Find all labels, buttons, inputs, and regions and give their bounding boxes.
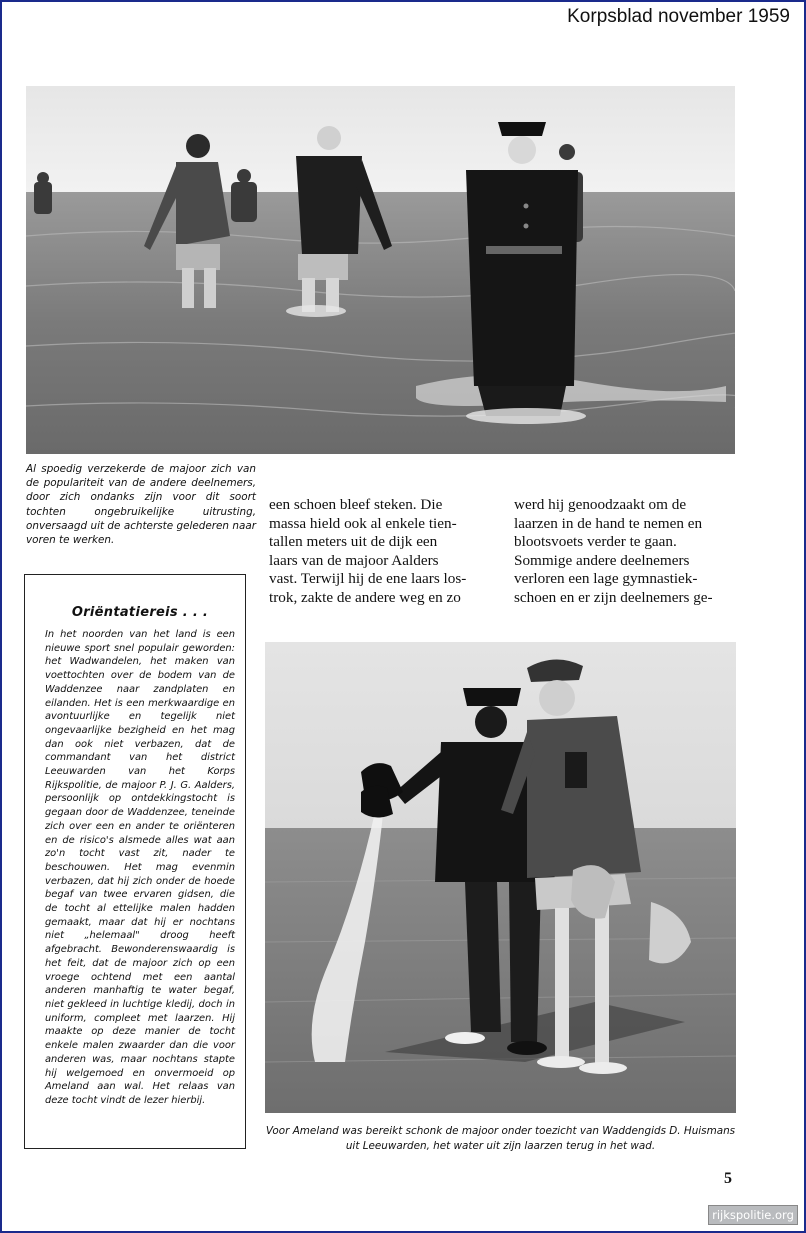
photo-wading-group-icon [26,86,735,454]
page-number: 5 [724,1170,732,1187]
article-column-right: werd hij genoodzaakt om de laarzen in de hand te nemen en blootsvoets verder te gaan. Sommige andere deelnemers verloren een lage gymnastiek- schoen en er zijn deelnemers ge- [514,496,713,606]
caption-bottom: Voor Ameland was bereikt schonk de majoor onder toezicht van Waddengids D. Huismans uit Leeuwarden, het water uit zijn laarzen terug in het wad. [265,1125,736,1152]
caption-top: Al spoedig verzekerde de majoor zich van de populariteit van de andere deelnemers, door zich ondanks zijn voor dit soort tochten ongebruikelijke uitrusting, onversaagd uit de achterste gelederen naar voren te werken. [26,463,256,547]
photo-wading-group [26,86,735,454]
photo-pouring-boots [265,642,736,1113]
photo-pouring-boots-icon [265,642,736,1113]
sidebar-body: In het noorden van het land is een nieuwe sport snel populair geworden: het Wadwandelen, het maken van voettochten over de bodem van de Waddenzee naar zandplaten en eilanden. Het is een merkwaardige en avontuurlijke en tegelijk niet ongevaarlijke bezigheid en het mag dan ook niet verbazen, dat de commandant van het district Leeuwarden van het Korps Rijkspolitie, de majoor P. J. G. Aalders, persoonlijk op ontdekkingstocht is gegaan door de Waddenzee, teneinde zich over een en ander te oriënteren en de risico's alsmede alles wat aan zo'n tocht vast zit, nader te beschouwen. Het mag evenmin verbazen, dat hij zich onder de hoede begaf van twee ervaren gidsen, die de tocht al ettelijke malen hadden gemaakt, maar dat hij er nochtans niet „helemaal" droog heeft afgebracht. Bewonderenswaardig is het feit, dat de majoor zich op een vroege ochtend met een aantal anderen manhaftig te water begaf, niet gekleed in luchtige kledij, doch in uniform, compleet met laarzen. Hij maakte op deze manier de tocht enkele malen zwaarder dan die voor anderen was, maar nochtans stapte hij welgemoed en onvermoeid op Ameland aan wal. Het relaas van deze tocht vindt de lezer hierbij. [45,629,235,1106]
article-column-middle: een schoen bleef steken. Die massa hield ook al enkele tien- tallen meters uit de dijk een laars van de majoor Aalders vast. Terwijl hij de ene laars los- trok, zakte de andere weg en zo [269,496,467,606]
masthead: Korpsblad november 1959 [567,6,790,27]
watermark: rijkspolitie.org [708,1205,798,1225]
sidebar-box [24,574,246,1149]
sidebar-title: Oriëntatiereis . . . [71,605,209,620]
